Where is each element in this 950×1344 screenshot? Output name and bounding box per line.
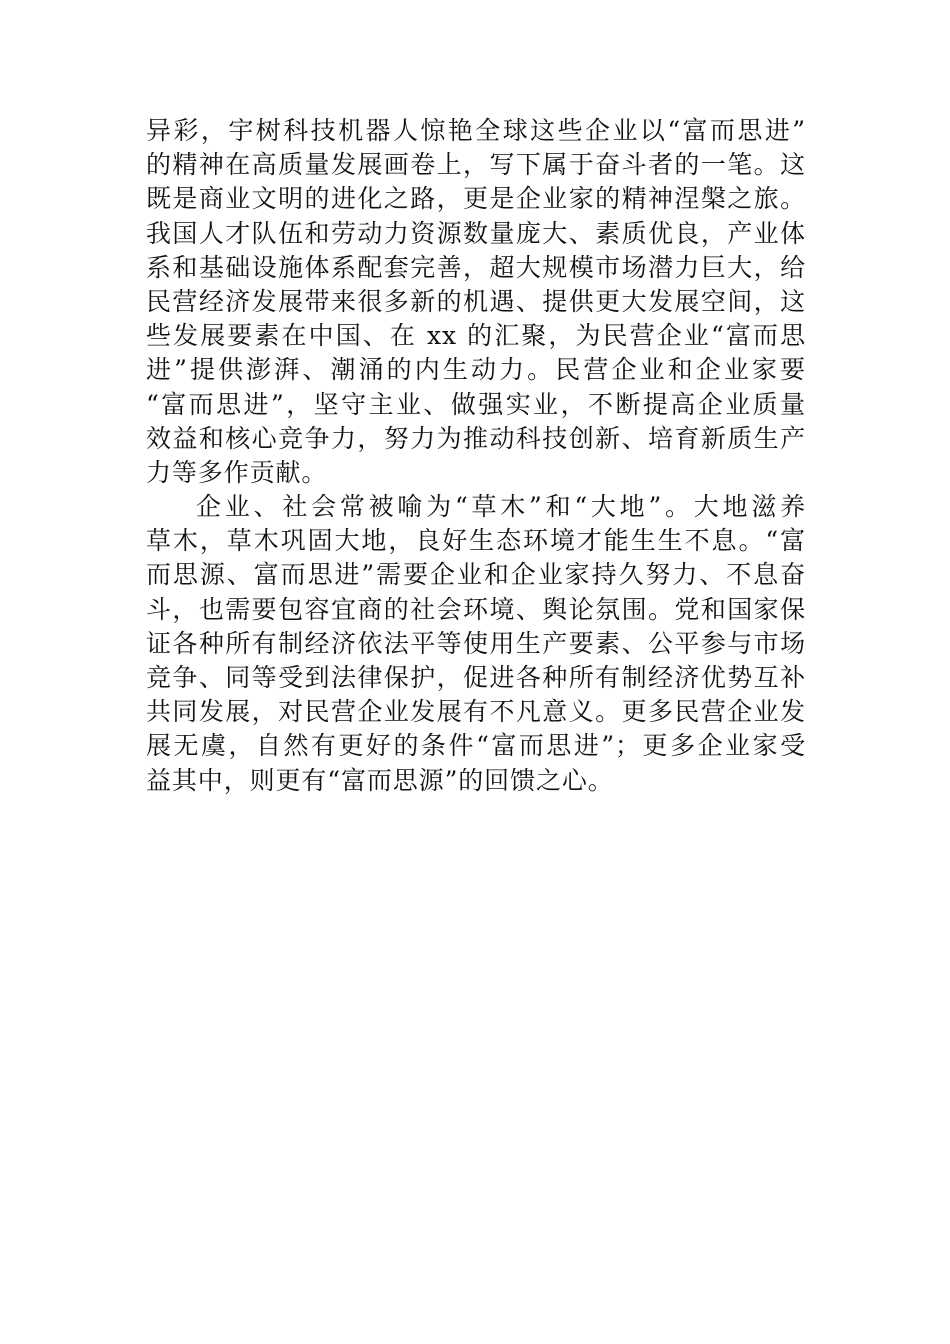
text-line: 我国人才队伍和劳动力资源数量庞大、素质优良，产业体 [146, 218, 806, 248]
text-line: 些发展要素在中国、在 xx 的汇聚，为民营企业“富而思 [146, 321, 806, 351]
text-line: 效益和核心竞争力，努力为推动科技创新、培育新质生产 [146, 423, 806, 453]
text-line: 斗，也需要包容宜商的社会环境、舆论氛围。党和国家保 [146, 594, 806, 624]
text-line: 草木，草木巩固大地，良好生态环境才能生生不息。“富 [146, 526, 806, 556]
text-line: 既是商业文明的进化之路，更是企业家的精神涅槃之旅。 [146, 184, 806, 214]
paragraph-2 [146, 490, 806, 798]
paragraph-1 [146, 114, 806, 490]
text-line: 证各种所有制经济依法平等使用生产要素、公平参与市场 [146, 628, 806, 658]
text-line: 展无虞，自然有更好的条件“富而思进”；更多企业家受 [146, 731, 806, 761]
text-line: 竞争、同等受到法律保护，促进各种所有制经济优势互补 [146, 663, 806, 692]
text-line: 进”提供澎湃、潮涌的内生动力。民营企业和企业家要 [146, 355, 806, 385]
document-body [146, 114, 806, 798]
text-line: 异彩，宇树科技机器人惊艳全球这些企业以“富而思进” [146, 116, 806, 145]
text-line: 企业、社会常被喻为“草木”和“大地”。大地滋养 [196, 492, 806, 522]
text-line: 力等多作贡献。 [146, 457, 328, 487]
text-line: “富而思进”，坚守主业、做强实业，不断提高企业质量 [146, 389, 806, 419]
text-line: 民营经济发展带来很多新的机遇、提供更大发展空间，这 [146, 286, 806, 316]
text-line: 的精神在高质量发展画卷上，写下属于奋斗者的一笔。这 [146, 150, 806, 180]
text-line: 系和基础设施体系配套完善，超大规模市场潜力巨大，给 [146, 252, 806, 282]
text-line: 而思源、富而思进”需要企业和企业家持久努力、不息奋 [146, 560, 806, 590]
text-line: 益其中，则更有“富而思源”的回馈之心。 [146, 765, 614, 795]
text-line: 共同发展，对民营企业发展有不凡意义。更多民营企业发 [146, 697, 806, 727]
